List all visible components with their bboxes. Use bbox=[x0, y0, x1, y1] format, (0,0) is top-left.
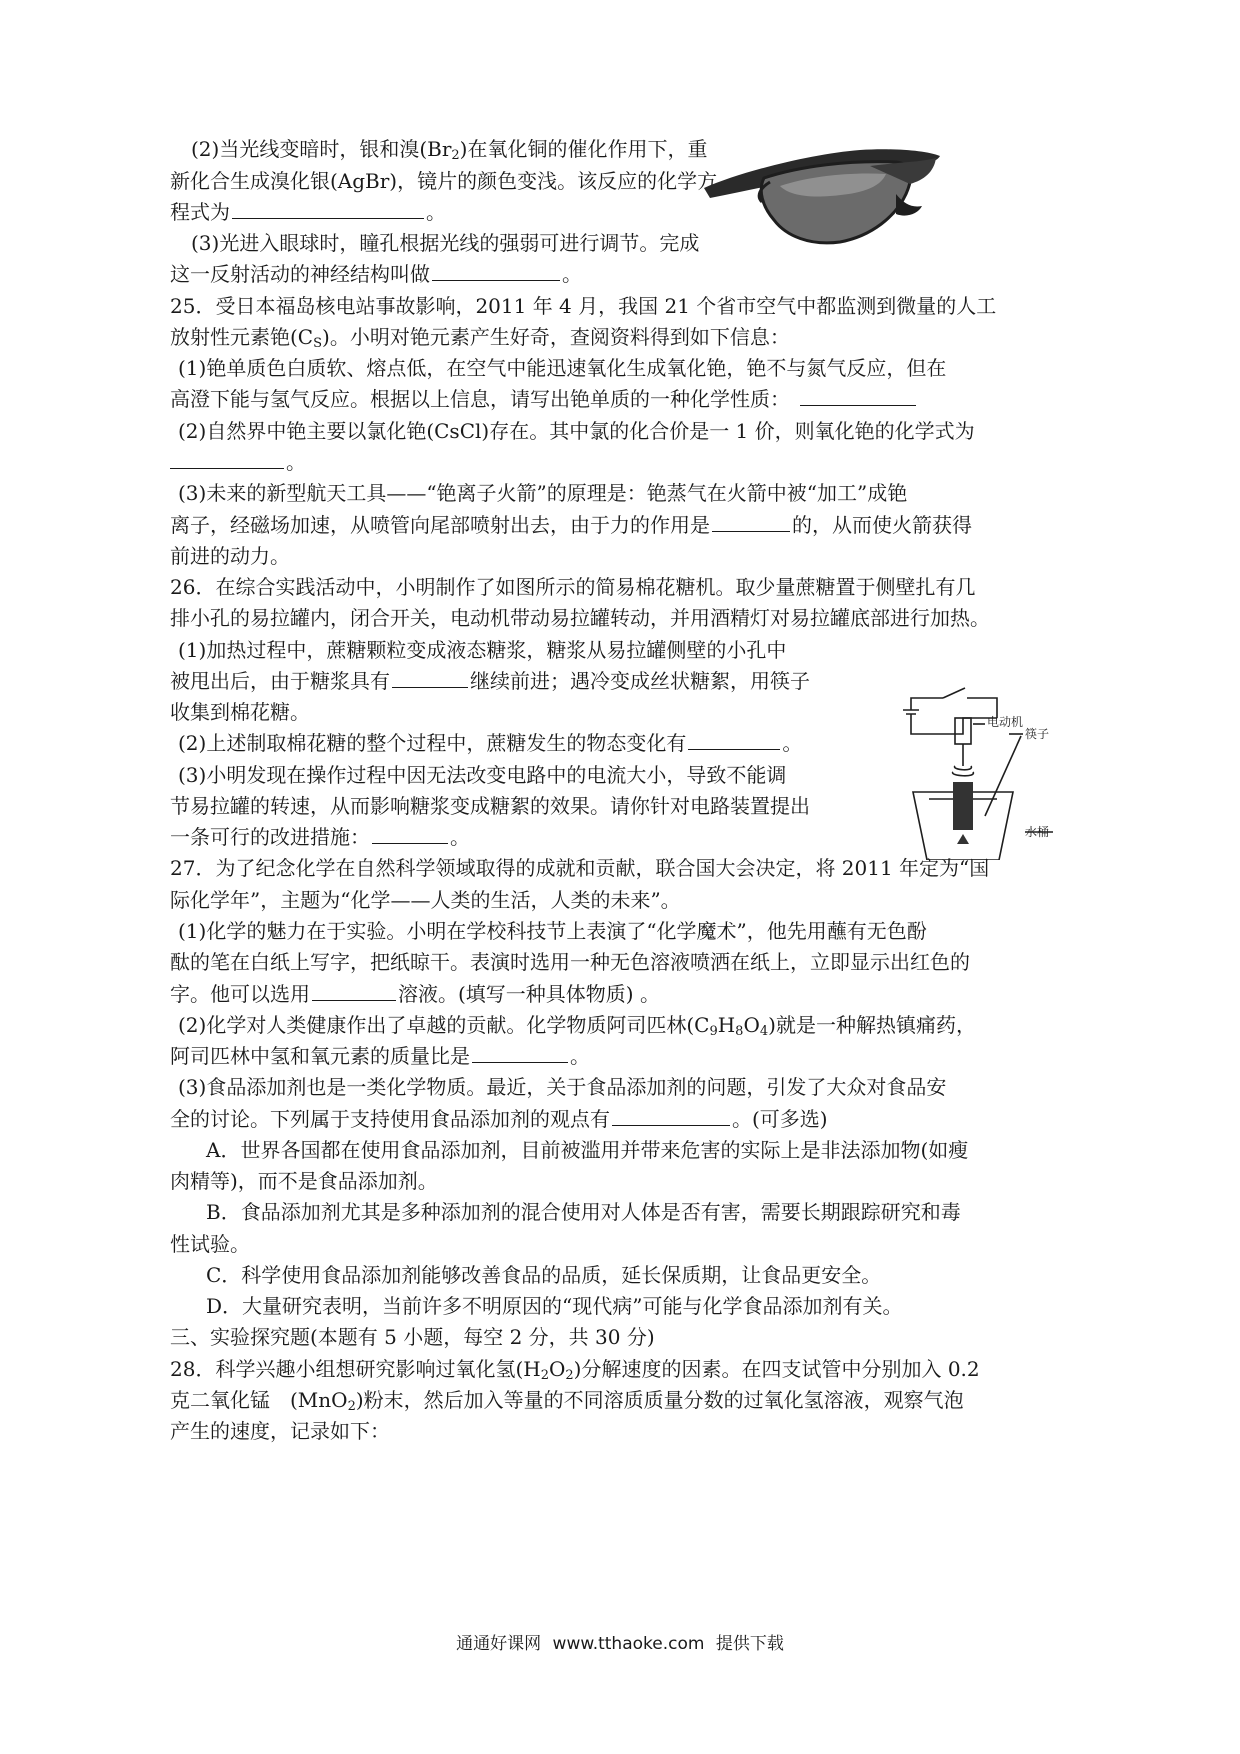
q25-part2-line2 bbox=[170, 447, 306, 477]
answer-blank[interactable] bbox=[472, 1044, 568, 1063]
subscript: 2 bbox=[451, 148, 460, 163]
alcohol-lamp-icon bbox=[957, 834, 969, 844]
text: 高澄下能与氢气反应。根据以上信息，请写出铯单质的一种化学性质： bbox=[170, 387, 790, 411]
answer-blank[interactable] bbox=[712, 513, 790, 532]
answer-blank[interactable] bbox=[312, 982, 396, 1001]
section-3-title: 三、实验探究题(本题有 5 小题，每空 2 分，共 30 分) bbox=[170, 1325, 655, 1349]
text: O bbox=[743, 1013, 760, 1037]
text: )分解速度的因素。在四支试管中分别加入 0.2 bbox=[573, 1357, 980, 1381]
q25-line2 bbox=[170, 322, 790, 352]
text: 阿司匹林中氢和氧元素的质量比是 bbox=[170, 1044, 470, 1068]
q25-part2-line1: (2)自然界中铯主要以氯化铯(CsCl)存在。其中氯的化合价是一 1 价，则氧化铯的化学式为 bbox=[178, 419, 975, 443]
text: 。 bbox=[286, 450, 306, 474]
text: 溶液。(填写一种具体物质) 。 bbox=[398, 982, 660, 1006]
text: 继续前进；遇冷变成丝状糖絮，用筷子 bbox=[470, 669, 810, 693]
answer-blank[interactable] bbox=[612, 1107, 730, 1126]
text: )就是一种解热镇痛药， bbox=[768, 1013, 976, 1037]
answer-blank[interactable] bbox=[800, 387, 916, 406]
text: 离子，经磁场加速，从喷管向尾部喷射出去，由于力的作用是 bbox=[170, 513, 710, 537]
q26-line1: 26．在综合实践活动中，小明制作了如图所示的简易棉花糖机。取少量蔗糖置于侧壁扎有几 bbox=[170, 575, 976, 599]
answer-blank[interactable] bbox=[232, 200, 424, 219]
footer-suffix: 提供下载 bbox=[715, 1634, 784, 1654]
subscript: 2 bbox=[540, 1368, 549, 1383]
text: 被甩出后，由于糖浆具有 bbox=[170, 669, 390, 693]
q24-part3-line1: (3)光进入眼球时，瞳孔根据光线的强弱可进行调节。完成 bbox=[191, 231, 700, 255]
text: 这一反射活动的神经结构叫做 bbox=[170, 262, 430, 286]
text: 。(可多选) bbox=[732, 1107, 828, 1131]
page-footer bbox=[0, 1632, 1240, 1656]
q26-line2: 排小孔的易拉罐内，闭合开关，电动机带动易拉罐转动，并用酒精灯对易拉罐底部进行加热。 bbox=[170, 606, 990, 630]
answer-blank[interactable] bbox=[688, 731, 780, 750]
text: 全的讨论。下列属于支持使用食品添加剂的观点有 bbox=[170, 1107, 610, 1131]
answer-blank[interactable] bbox=[432, 262, 560, 281]
footer-url[interactable]: www.tthaoke.com bbox=[552, 1634, 705, 1654]
answer-blank[interactable] bbox=[170, 450, 284, 469]
subscript: 8 bbox=[735, 1024, 744, 1039]
text: 字。他可以选用 bbox=[170, 982, 310, 1006]
q25-part3-line1: (3)未来的新型航天工具——“铯离子火箭”的原理是：铯蒸气在火箭中被“加工”成铯 bbox=[178, 481, 908, 505]
q28-line1 bbox=[170, 1354, 980, 1384]
text: 一条可行的改进措施： bbox=[170, 825, 370, 849]
fig-label-chopsticks: 筷子 bbox=[1025, 727, 1050, 741]
chopsticks-icon bbox=[985, 736, 1021, 816]
text: )在氧化铜的催化作用下，重 bbox=[459, 137, 708, 161]
text: 。 bbox=[782, 731, 803, 755]
q24-part2-line3 bbox=[170, 197, 446, 227]
sunglasses-illustration bbox=[700, 132, 945, 262]
q26-part3-line3 bbox=[170, 822, 470, 852]
text: 。 bbox=[562, 262, 582, 286]
text: 放射性元素铯(C bbox=[170, 325, 314, 349]
q24-part3-line2 bbox=[170, 259, 582, 289]
answer-blank[interactable] bbox=[392, 669, 468, 688]
q26-part3-line1: (3)小明发现在操作过程中因无法改变电路中的电流大小，导致不能调 bbox=[178, 763, 787, 787]
circuit-wire bbox=[911, 698, 943, 710]
q26-part3-line2: 节易拉罐的转速，从而影响糖浆变成糖絮的效果。请你针对电路装置提出 bbox=[170, 794, 810, 818]
q27-option-c: C．科学使用食品添加剂能够改善食品的品质，延长保质期，让食品更安全。 bbox=[206, 1263, 882, 1287]
q25-part1-line1: (1)铯单质色白质软、熔点低，在空气中能迅速氧化生成氧化铯，铯不与氮气反应，但在 bbox=[178, 356, 947, 380]
q27-part3-line1: (3)食品添加剂也是一类化学物质。最近，关于食品添加剂的问题，引发了大众对食品安 bbox=[178, 1075, 947, 1099]
q27-part1-line1: (1)化学的魅力在于实验。小明在学校科技节上表演了“化学魔术”，他先用蘸有无色酚 bbox=[178, 919, 927, 943]
subscript: 9 bbox=[709, 1024, 718, 1039]
q25-part1-line2 bbox=[170, 384, 918, 414]
q25-part3-line2 bbox=[170, 510, 972, 540]
subscript: 4 bbox=[759, 1024, 769, 1039]
text: 28．科学兴趣小组想研究影响过氧化氢(H bbox=[170, 1357, 541, 1381]
q27-option-b-line1: B．食品添加剂尤其是多种添加剂的混合使用对人体是否有害，需要长期跟踪研究和毒 bbox=[206, 1200, 961, 1224]
q24-part2-line1 bbox=[191, 134, 707, 164]
q26-part1-line2 bbox=[170, 666, 810, 696]
q26-part1-line1: (1)加热过程中，蔗糖颗粒变成液态糖浆，糖浆从易拉罐侧壁的小孔中 bbox=[178, 638, 787, 662]
q27-part2-line2 bbox=[170, 1041, 590, 1071]
q27-option-d: D．大量研究表明，当前许多不明原因的“现代病”可能与化学食品添加剂有关。 bbox=[206, 1294, 903, 1318]
text: O bbox=[548, 1357, 566, 1381]
q27-option-b-line2: 性试验。 bbox=[170, 1232, 250, 1256]
text: 。 bbox=[450, 825, 470, 849]
subscript: S bbox=[313, 336, 323, 351]
subscript: 2 bbox=[347, 1399, 356, 1414]
footer-site-name: 通通好课网 bbox=[456, 1634, 542, 1654]
q27-part2-line1 bbox=[178, 1010, 976, 1040]
q27-line1: 27．为了纪念化学在自然科学领域取得的成就和贡献，联合国大会决定，将 2011 年定为“国 bbox=[170, 856, 990, 880]
subscript: 2 bbox=[565, 1368, 574, 1383]
text: H bbox=[717, 1013, 736, 1037]
fig-label-motor: 电动机 bbox=[987, 715, 1024, 729]
q26-part1-line3: 收集到棉花糖。 bbox=[170, 700, 310, 724]
switch-icon bbox=[943, 688, 965, 698]
q27-option-a-line2: 肉精等)，而不是食品添加剂。 bbox=[170, 1169, 438, 1193]
q25-line1: 25．受日本福岛核电站事故影响，2011 年 4 月，我国 21 个省市空气中都监测到微量的人工 bbox=[170, 294, 997, 318]
q25-part3-line3: 前进的动力。 bbox=[170, 544, 290, 568]
q28-line2 bbox=[170, 1385, 964, 1415]
q27-option-a-line1: A．世界各国都在使用食品添加剂，目前被滥用并带来危害的实际上是非法添加物(如瘦 bbox=[206, 1138, 969, 1162]
answer-blank[interactable] bbox=[372, 825, 448, 844]
text: 。 bbox=[570, 1044, 590, 1068]
text: )。小明对铯元素产生好奇，查阅资料得到如下信息： bbox=[322, 325, 790, 349]
q26-part2-line1 bbox=[178, 728, 802, 758]
q27-part3-line2 bbox=[170, 1104, 828, 1134]
text: (2)当光线变暗时，银和溴(Br bbox=[191, 137, 452, 161]
q27-part1-line2: 酞的笔在白纸上写字，把纸晾干。表演时选用一种无色溶液喷洒在纸上，立即显示出红色的 bbox=[170, 950, 970, 974]
q28-line3: 产生的速度，记录如下： bbox=[170, 1419, 390, 1443]
text: 克二氧化锰 (MnO bbox=[170, 1388, 348, 1412]
fig-label-bucket: 水桶 bbox=[1025, 825, 1050, 839]
can-icon bbox=[953, 782, 973, 830]
text: 的，从而使火箭获得 bbox=[792, 513, 972, 537]
text: 程式为 bbox=[170, 200, 230, 224]
text: )粉末，然后加入等量的不同溶质质量分数的过氧化氢溶液，观察气泡 bbox=[355, 1388, 964, 1412]
text: (2)上述制取棉花糖的整个过程中，蔗糖发生的物态变化有 bbox=[178, 731, 687, 755]
q24-part2-line2: 新化合生成溴化银(AgBr)，镜片的颜色变浅。该反应的化学方 bbox=[170, 169, 718, 193]
battery-icon bbox=[903, 710, 919, 714]
q27-part1-line3 bbox=[170, 979, 660, 1009]
text: (2)化学对人类健康作出了卓越的贡献。化学物质阿司匹林(C bbox=[178, 1013, 710, 1037]
text: 。 bbox=[426, 200, 446, 224]
q27-line2: 际化学年”，主题为“化学——人类的生活，人类的未来”。 bbox=[170, 888, 681, 912]
cotton-candy-machine-diagram bbox=[893, 674, 1063, 860]
